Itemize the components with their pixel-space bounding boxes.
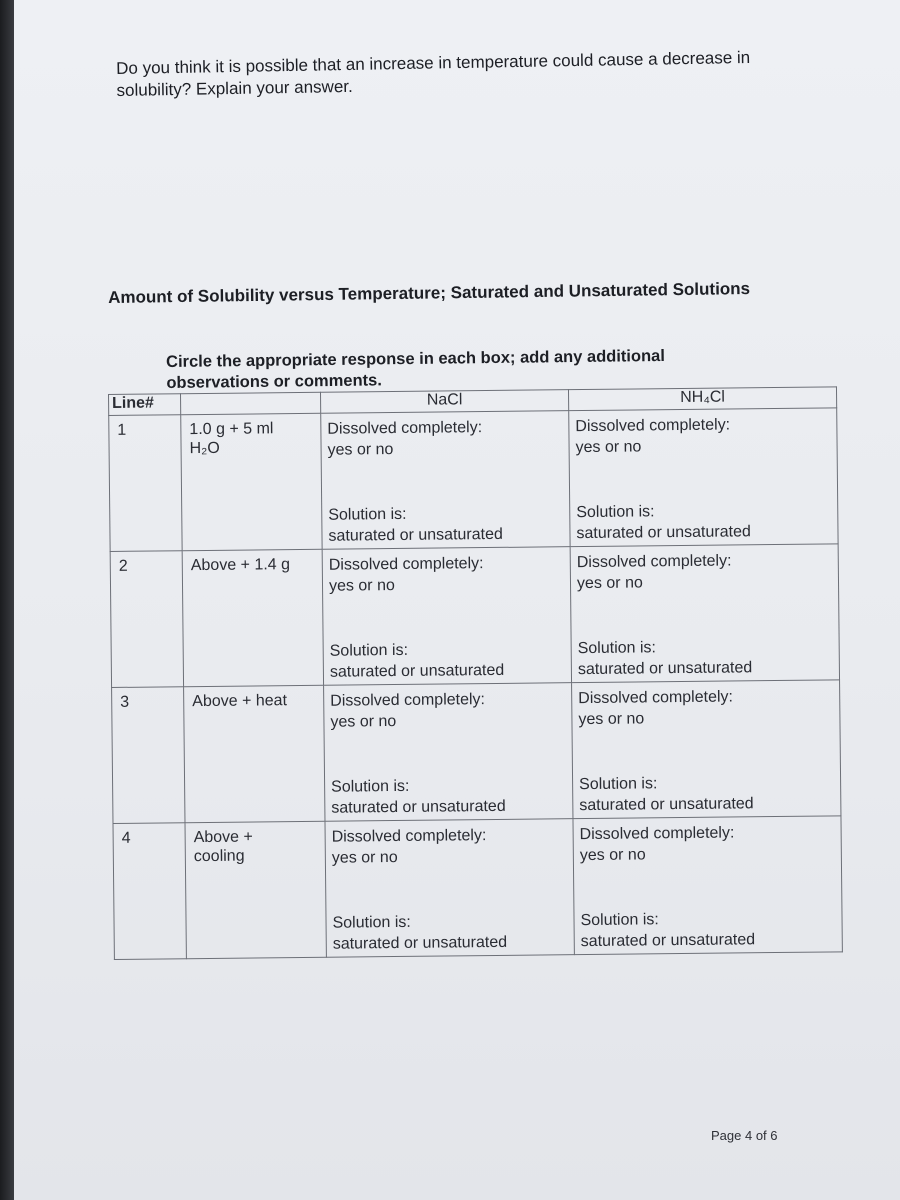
nacl-cell[interactable] [322,547,571,686]
table-row [110,544,839,688]
solution-label: Solution is: [328,505,407,524]
dissolved-label: Dissolved completely: [327,419,483,438]
solution-options[interactable]: saturated or unsaturated [332,933,508,953]
row-condition [182,549,323,686]
dissolved-label: Dissolved completely: [330,691,486,710]
solution-options[interactable]: saturated or unsaturated [331,797,506,817]
condition-line-1: 1.0 g + 5 ml [189,420,274,439]
row-number: 2 [110,551,183,688]
condition-line-2: H₂O [189,439,220,458]
condition-line-1: Above + heat [192,692,288,711]
instructions-line-1: Circle the appropriate response in each box; add any additional [166,346,665,371]
condition-line-1: Above + [193,828,253,847]
row-number: 4 [113,823,186,960]
section-title: Amount of Solubility versus Temperature; Saturated and Unsaturated Solutions [108,279,751,307]
solution-label: Solution is: [580,911,659,930]
dissolved-options[interactable]: yes or no [575,438,642,457]
solution-options[interactable]: saturated or unsaturated [328,525,503,545]
table-row [112,680,841,824]
solution-label: Solution is: [329,641,409,660]
row-number: 3 [112,687,185,824]
dissolved-label: Dissolved completely: [576,552,732,572]
header-nh4cl: NH₄Cl [568,387,836,411]
row-condition [185,821,326,958]
header-condition [181,392,321,414]
solution-options[interactable]: saturated or unsaturated [576,523,751,543]
row-condition [181,413,322,550]
solution-options[interactable]: saturated or unsaturated [580,931,756,951]
dissolved-label: Dissolved completely: [578,688,734,708]
dissolved-options[interactable]: yes or no [579,846,646,865]
nacl-cell[interactable] [321,411,570,550]
header-nacl: NaCl [320,390,568,414]
solubility-table-wrap [108,386,842,953]
solution-options[interactable]: saturated or unsaturated [329,661,505,681]
table-row [113,816,842,960]
dissolved-options[interactable]: yes or no [576,574,643,593]
page-number: Page 4 of 6 [711,1128,778,1143]
nacl-cell[interactable] [324,683,573,822]
solution-label: Solution is: [332,913,411,932]
dissolved-options[interactable]: yes or no [328,577,395,595]
dissolved-options[interactable]: yes or no [578,710,645,729]
dissolved-options[interactable]: yes or no [327,441,394,459]
question-line-1: Do you think it is possible that an increase in temperature could cause a decrease in [116,47,751,78]
nh4cl-cell[interactable] [572,680,841,819]
solution-options[interactable]: saturated or unsaturated [577,659,753,679]
solution-options[interactable]: saturated or unsaturated [579,795,754,815]
instructions-line-2: observations or comments. [166,371,382,392]
dissolved-label: Dissolved completely: [328,555,484,574]
condition-line-2: cooling [193,847,245,866]
question-text [116,45,837,102]
solution-label: Solution is: [579,775,658,794]
table-row [109,408,838,552]
dissolved-options[interactable]: yes or no [331,848,398,867]
dissolved-label: Dissolved completely: [331,827,487,846]
dissolved-label: Dissolved completely: [579,824,735,844]
dissolved-options[interactable]: yes or no [330,712,397,731]
nh4cl-cell[interactable] [573,816,842,955]
solution-label: Solution is: [577,639,657,658]
header-line-number: Line# [109,394,181,416]
condition-line-1: Above + 1.4 g [190,556,291,575]
solution-label: Solution is: [331,777,410,796]
question-line-2: solubility? Explain your answer. [116,76,353,100]
nh4cl-cell[interactable] [569,408,838,547]
instructions [166,345,766,394]
row-number: 1 [109,415,182,552]
solubility-table [108,386,843,960]
nh4cl-cell[interactable] [570,544,839,683]
solution-label: Solution is: [576,503,655,522]
row-condition [184,685,325,822]
worksheet-page [14,0,900,1200]
monitor-bezel [0,0,14,1200]
nacl-cell[interactable] [325,819,574,958]
dissolved-label: Dissolved completely: [575,416,731,436]
